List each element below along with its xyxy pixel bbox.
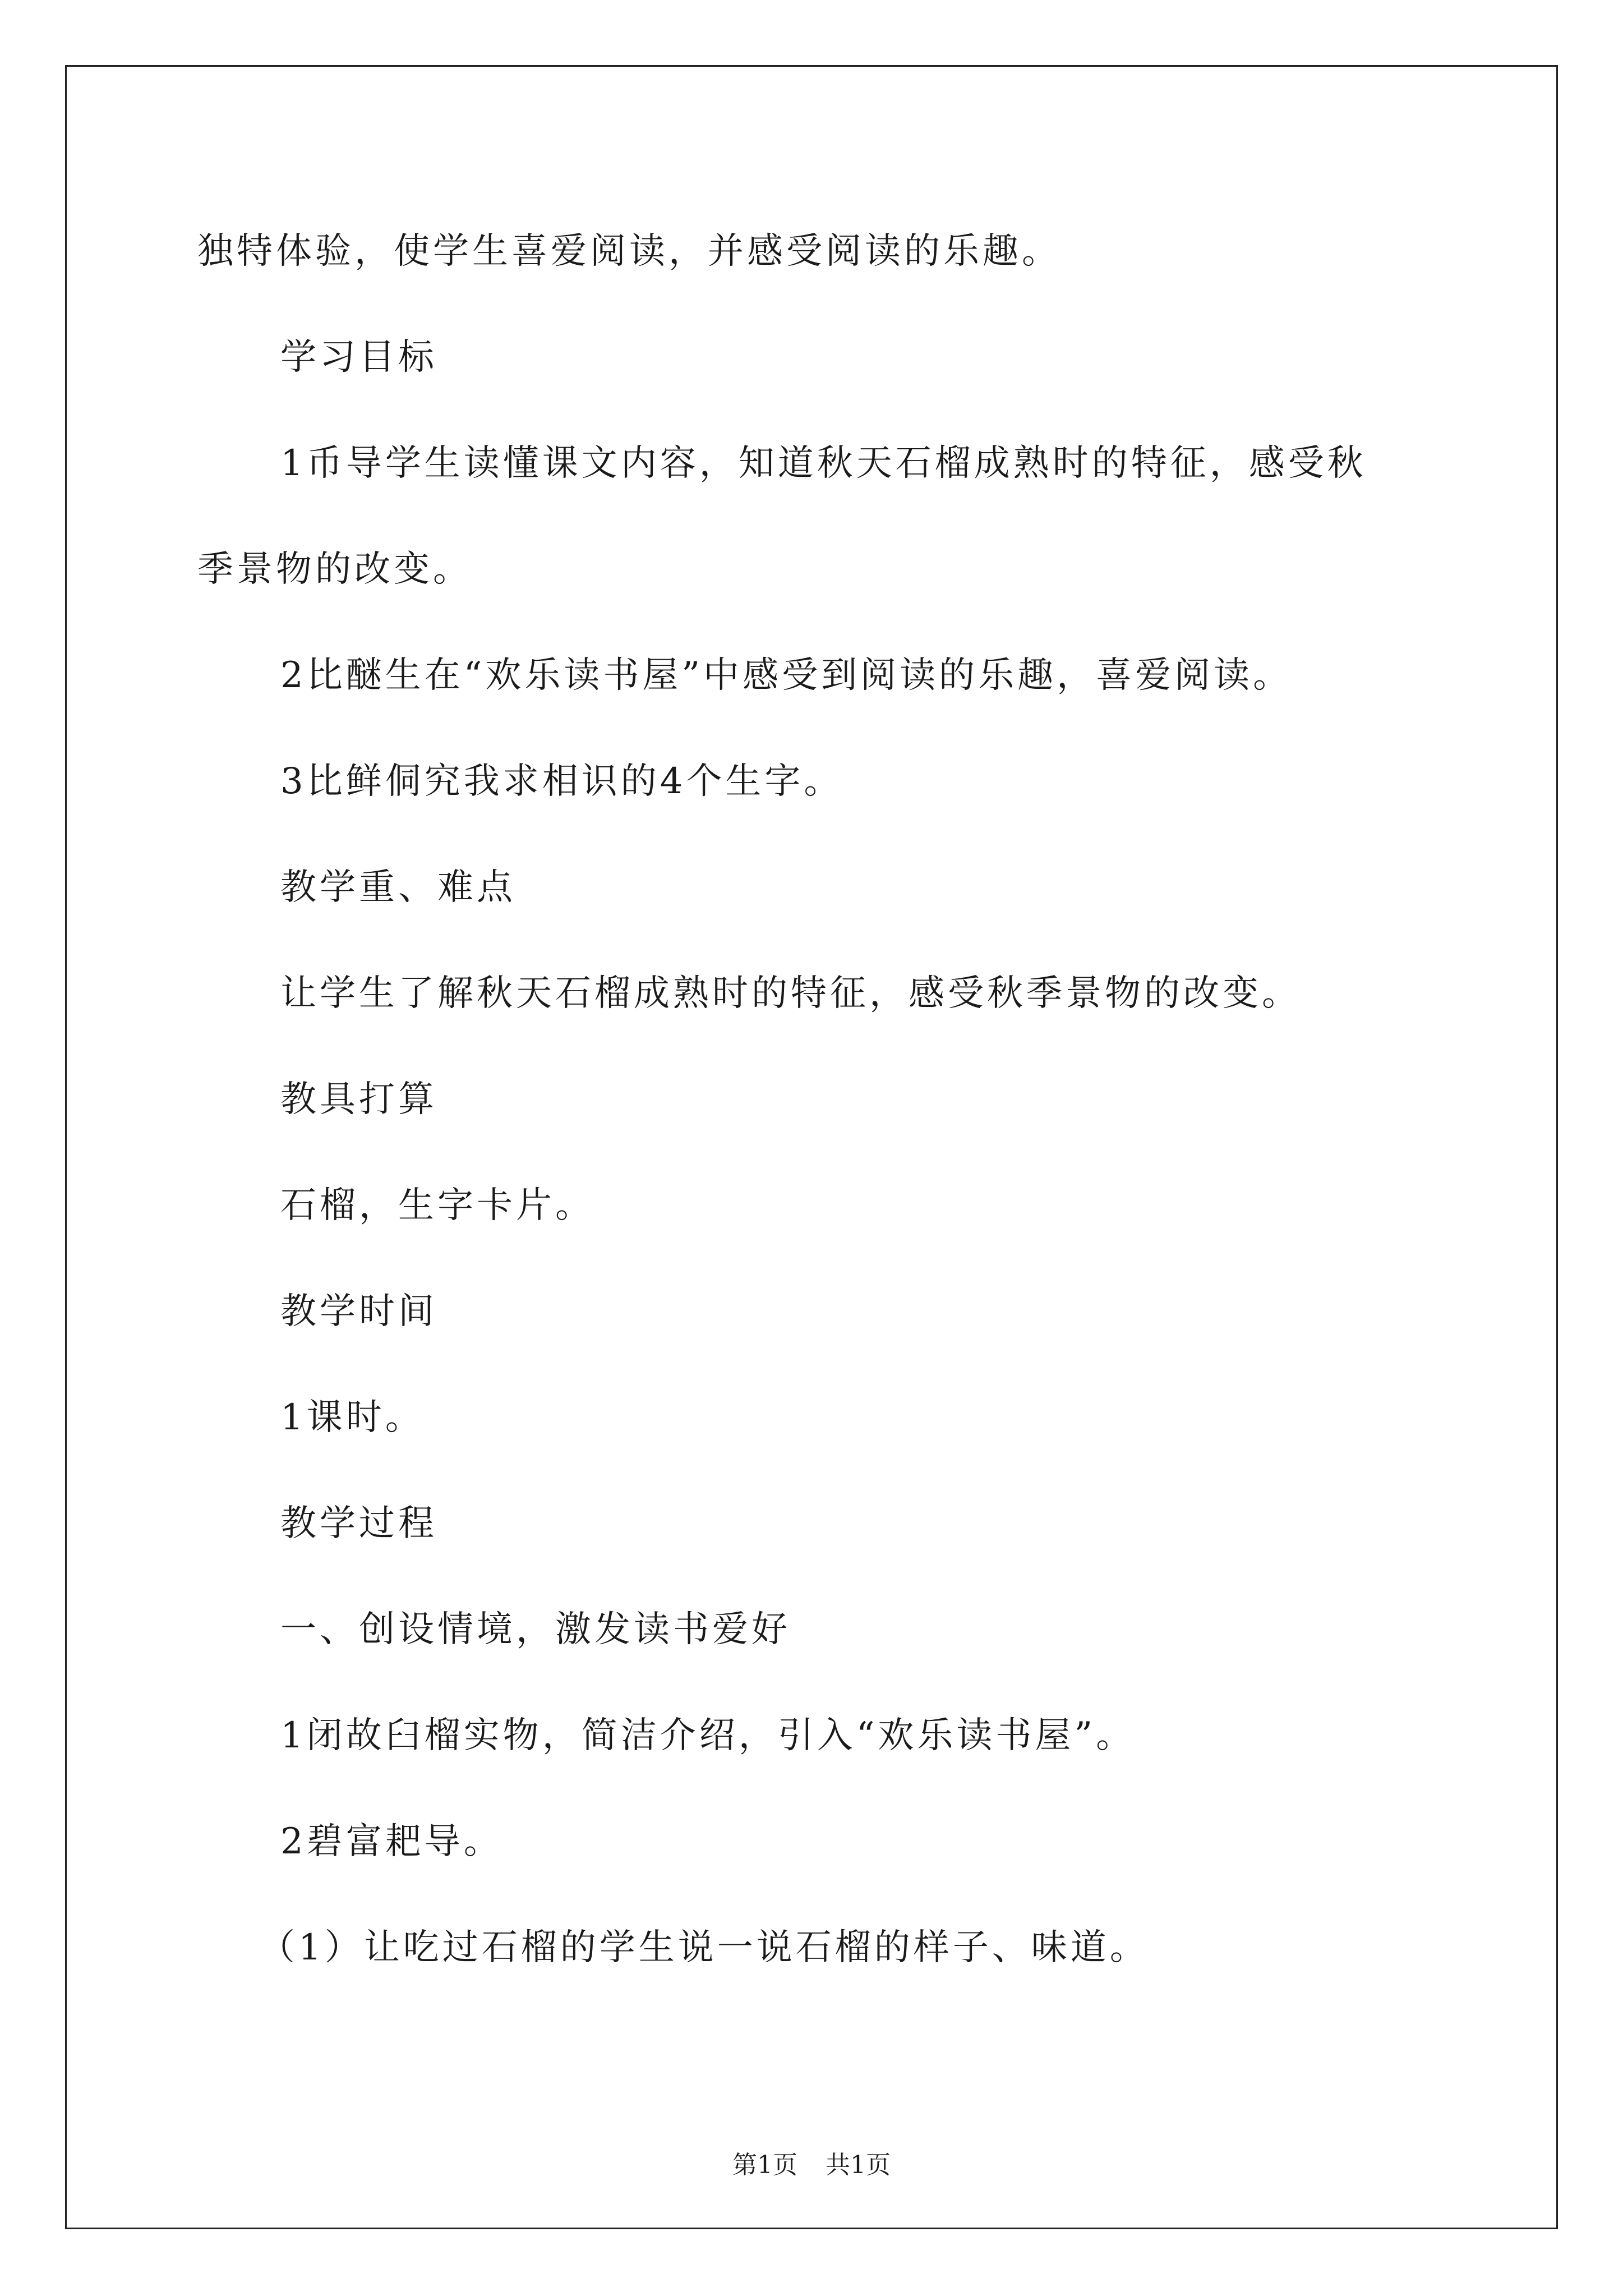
heading-teaching-aids: 教具打算: [280, 1079, 437, 1120]
process-subitem-1: （1）让吃过石榴的学生说一说石榴的样子、味道。: [259, 1927, 1149, 1968]
page-total: 共1页: [826, 2151, 891, 2179]
goal-2: 2比醚生在“欢乐读书屋”中感受到阅读的乐趣，喜爱阅读。: [280, 655, 1293, 696]
goal-1: 1币导学生读懂课文内容，知道秋天石榴成熟时的特征，感受秋: [280, 443, 1367, 484]
goal-3: 3比鲜侗究我求相识的4个生字。: [280, 761, 843, 802]
key-points-text: 让学生了解秋天石榴成熟时的特征，感受秋季景物的改变。: [280, 973, 1301, 1014]
goal-1-continued: 季景物的改变。: [197, 549, 472, 590]
process-item-2: 2碧富耙导。: [280, 1821, 503, 1862]
teaching-time-text: 1课时。: [280, 1397, 425, 1438]
heading-key-points: 教学重、难点: [280, 867, 516, 908]
heading-teaching-time: 教学时间: [280, 1291, 437, 1332]
page-number: 第1页: [732, 2151, 797, 2179]
page-border: [65, 65, 1558, 2229]
process-step-1-heading: 一、创设情境，激发读书爱好: [280, 1609, 791, 1650]
paragraph-continuation: 独特体验，使学生喜爱阅读，并感受阅读的乐趣。: [197, 231, 1061, 272]
page-footer: [0, 2150, 1623, 2181]
heading-teaching-process: 教学过程: [280, 1503, 437, 1544]
heading-learning-goals: 学习目标: [280, 337, 437, 378]
teaching-aids-text: 石榴，生字卡片。: [280, 1185, 594, 1226]
process-item-1: 1闭故臼榴实物，简洁介绍，引入“欢乐读书屋”。: [280, 1715, 1136, 1756]
